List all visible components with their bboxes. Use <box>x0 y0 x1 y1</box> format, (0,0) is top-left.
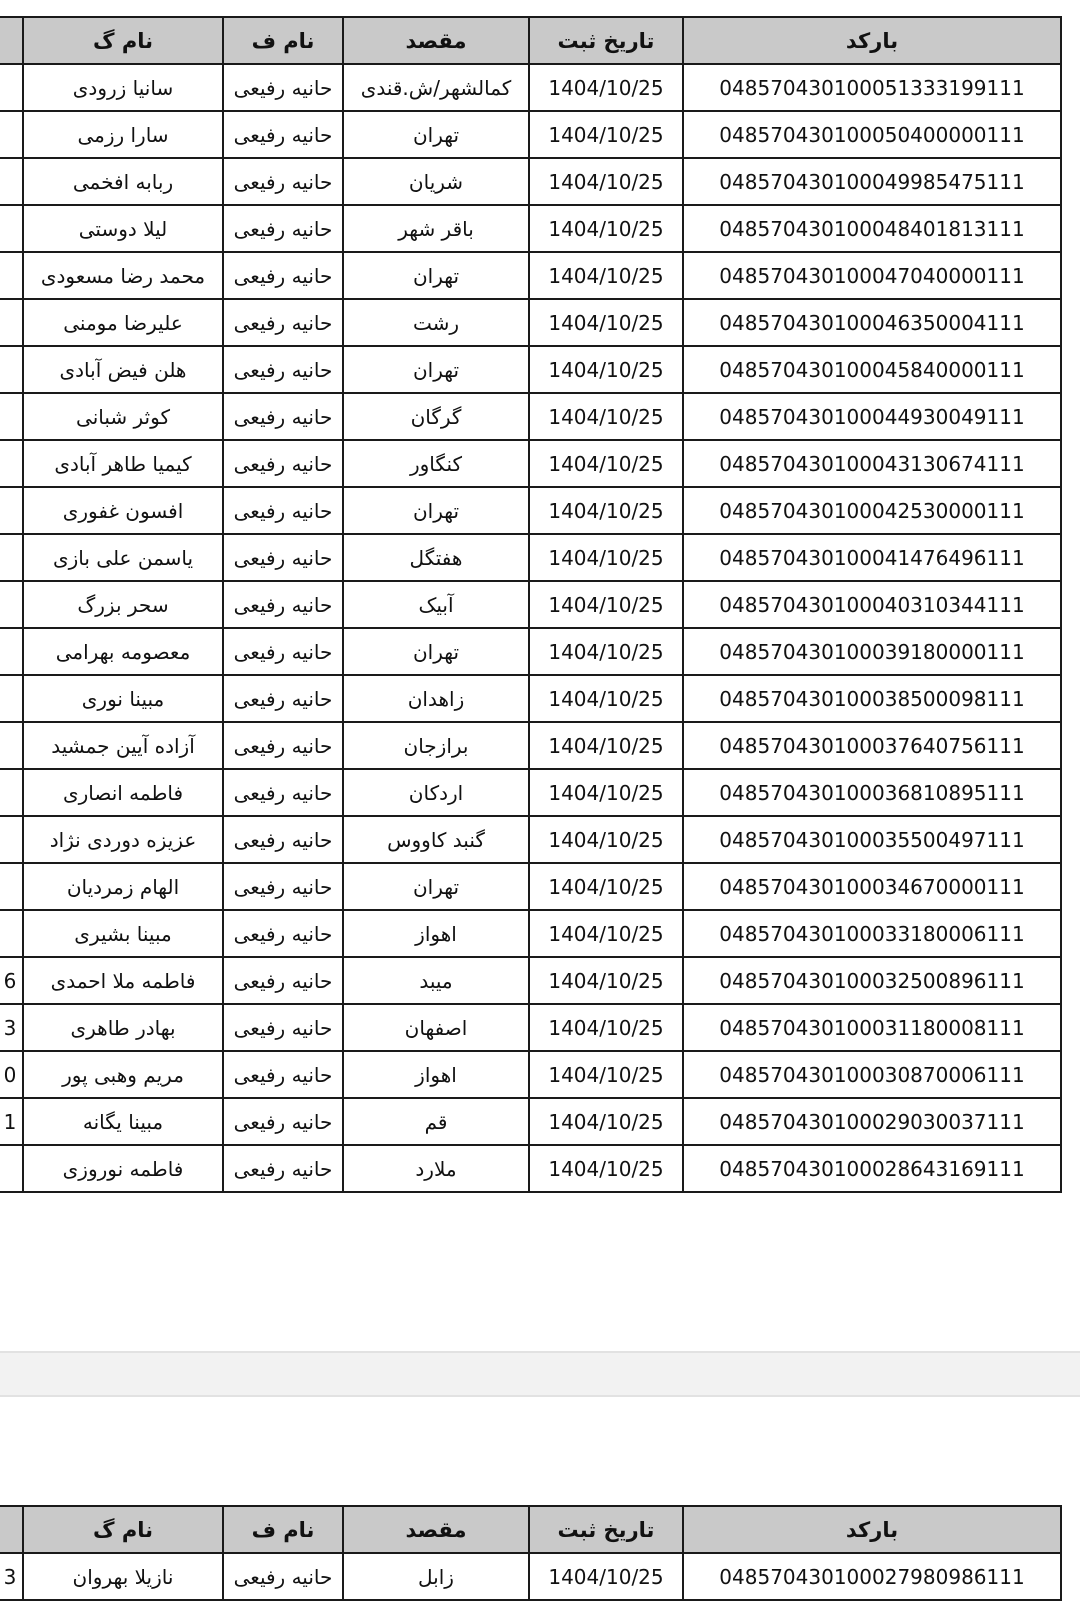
cell-destination: تهران <box>343 252 529 299</box>
cell-destination: اهواز <box>343 1051 529 1098</box>
cell-reg-date: 1404/10/25 <box>529 158 683 205</box>
cell-name-f: حانیه رفیعی <box>223 299 343 346</box>
cell-name-f: حانیه رفیعی <box>223 346 343 393</box>
cell-reg-date: 1404/10/25 <box>529 534 683 581</box>
header-reg-date: تاریخ ثبت <box>529 1506 683 1553</box>
table-row <box>0 675 1061 722</box>
cell-reg-date: 1404/10/25 <box>529 910 683 957</box>
cell-reg-date: 1404/10/25 <box>529 346 683 393</box>
cell-name-g: ربابه افخمی <box>23 158 223 205</box>
cell-destination: تهران <box>343 487 529 534</box>
cell-name-g: فاطمه انصاری <box>23 769 223 816</box>
edge-cell <box>0 111 23 158</box>
edge-cell <box>0 675 23 722</box>
cell-name-g: سارا رزمی <box>23 111 223 158</box>
cell-reg-date: 1404/10/25 <box>529 816 683 863</box>
edge-cell <box>0 346 23 393</box>
cell-reg-date: 1404/10/25 <box>529 628 683 675</box>
cell-barcode: 048570430100050400000111 <box>683 111 1061 158</box>
table-row <box>0 346 1061 393</box>
table-row <box>0 957 1061 1004</box>
cell-reg-date: 1404/10/25 <box>529 1051 683 1098</box>
edge-cell: 1 <box>0 1098 23 1145</box>
cell-destination: رشت <box>343 299 529 346</box>
edge-cell: 6 <box>0 957 23 1004</box>
cell-name-g: مبینا نوری <box>23 675 223 722</box>
cell-destination: شریان <box>343 158 529 205</box>
edge-cell <box>0 158 23 205</box>
cell-destination: اهواز <box>343 910 529 957</box>
cell-barcode: 048570430100042530000111 <box>683 487 1061 534</box>
cell-barcode: 048570430100039180000111 <box>683 628 1061 675</box>
cell-name-f: حانیه رفیعی <box>223 1145 343 1192</box>
cell-name-f: حانیه رفیعی <box>223 581 343 628</box>
cell-barcode: 048570430100038500098111 <box>683 675 1061 722</box>
cell-barcode: 048570430100036810895111 <box>683 769 1061 816</box>
cell-reg-date: 1404/10/25 <box>529 1004 683 1051</box>
table-row <box>0 816 1061 863</box>
cell-barcode: 048570430100041476496111 <box>683 534 1061 581</box>
edge-cell <box>0 440 23 487</box>
cell-destination: برازجان <box>343 722 529 769</box>
cell-barcode: 048570430100028643169111 <box>683 1145 1061 1192</box>
cell-name-f: حانیه رفیعی <box>223 487 343 534</box>
cell-name-f: حانیه رفیعی <box>223 628 343 675</box>
table-row <box>0 628 1061 675</box>
cell-name-g: معصومه بهرامی <box>23 628 223 675</box>
cell-barcode: 048570430100046350004111 <box>683 299 1061 346</box>
cell-barcode: 048570430100051333199111 <box>683 64 1061 111</box>
table-row <box>0 722 1061 769</box>
header-row <box>0 17 1061 64</box>
edge-cell <box>0 863 23 910</box>
table-row <box>0 1004 1061 1051</box>
edge-cell <box>0 769 23 816</box>
cell-destination: هفتگل <box>343 534 529 581</box>
cell-reg-date: 1404/10/25 <box>529 1145 683 1192</box>
cell-destination: ملارد <box>343 1145 529 1192</box>
cell-barcode: 048570430100034670000111 <box>683 863 1061 910</box>
cell-name-g: الهام زمردیان <box>23 863 223 910</box>
cell-destination: تهران <box>343 111 529 158</box>
header-row <box>0 1506 1061 1553</box>
edge-cell: 0 <box>0 1051 23 1098</box>
cell-name-g: مبینا یگانه <box>23 1098 223 1145</box>
cell-destination: کمالشهر/ش.قندی <box>343 64 529 111</box>
cell-reg-date: 1404/10/25 <box>529 1553 683 1600</box>
cell-barcode: 048570430100030870006111 <box>683 1051 1061 1098</box>
cell-destination: تهران <box>343 346 529 393</box>
cell-reg-date: 1404/10/25 <box>529 1098 683 1145</box>
cell-destination: تهران <box>343 628 529 675</box>
cell-reg-date: 1404/10/25 <box>529 863 683 910</box>
cell-destination: زابل <box>343 1553 529 1600</box>
edge-cell: 3 <box>0 1004 23 1051</box>
cell-name-f: حانیه رفیعی <box>223 816 343 863</box>
cell-barcode: 048570430100049985475111 <box>683 158 1061 205</box>
cell-name-f: حانیه رفیعی <box>223 205 343 252</box>
table-row <box>0 111 1061 158</box>
cell-name-f: حانیه رفیعی <box>223 158 343 205</box>
cell-name-g: کیمیا طاهر آبادی <box>23 440 223 487</box>
cell-name-g: عزیزه دوردی نژاد <box>23 816 223 863</box>
cell-barcode: 048570430100037640756111 <box>683 722 1061 769</box>
table-row <box>0 252 1061 299</box>
table-row <box>0 910 1061 957</box>
header-edge-cell <box>0 1506 23 1553</box>
table-row <box>0 205 1061 252</box>
cell-reg-date: 1404/10/25 <box>529 393 683 440</box>
cell-name-g: مریم وهبی پور <box>23 1051 223 1098</box>
cell-name-g: فاطمه نوروزی <box>23 1145 223 1192</box>
cell-barcode: 048570430100044930049111 <box>683 393 1061 440</box>
cell-name-g: سحر بزرگ <box>23 581 223 628</box>
cell-name-f: حانیه رفیعی <box>223 111 343 158</box>
header-reg-date: تاریخ ثبت <box>529 17 683 64</box>
cell-reg-date: 1404/10/25 <box>529 111 683 158</box>
header-edge-cell <box>0 17 23 64</box>
cell-name-g: علیرضا مومنی <box>23 299 223 346</box>
cell-name-g: بهادر طاهری <box>23 1004 223 1051</box>
cell-name-f: حانیه رفیعی <box>223 863 343 910</box>
cell-name-g: لیلا دوستی <box>23 205 223 252</box>
header-barcode: بارکد <box>683 1506 1061 1553</box>
header-name-g: نام گ <box>23 1506 223 1553</box>
cell-reg-date: 1404/10/25 <box>529 581 683 628</box>
table-row <box>0 1145 1061 1192</box>
cell-name-g: افسون غفوری <box>23 487 223 534</box>
cell-barcode: 048570430100031180008111 <box>683 1004 1061 1051</box>
cell-destination: گرگان <box>343 393 529 440</box>
edge-cell <box>0 299 23 346</box>
cell-name-g: فاطمه ملا احمدی <box>23 957 223 1004</box>
cell-destination: گنبد کاووس <box>343 816 529 863</box>
cell-barcode: 048570430100048401813111 <box>683 205 1061 252</box>
cell-name-f: حانیه رفیعی <box>223 957 343 1004</box>
cell-reg-date: 1404/10/25 <box>529 440 683 487</box>
table-row <box>0 158 1061 205</box>
cell-reg-date: 1404/10/25 <box>529 252 683 299</box>
cell-name-f: حانیه رفیعی <box>223 722 343 769</box>
edge-cell <box>0 910 23 957</box>
table-row <box>0 769 1061 816</box>
cell-name-g: آزاده آیین جمشید <box>23 722 223 769</box>
cell-name-f: حانیه رفیعی <box>223 1553 343 1600</box>
header-name-g: نام گ <box>23 17 223 64</box>
cell-name-g: کوثر شبانی <box>23 393 223 440</box>
cell-reg-date: 1404/10/25 <box>529 205 683 252</box>
cell-reg-date: 1404/10/25 <box>529 675 683 722</box>
table-row <box>0 1098 1061 1145</box>
edge-cell <box>0 205 23 252</box>
cell-name-g: نازیلا بهروان <box>23 1553 223 1600</box>
header-destination: مقصد <box>343 1506 529 1553</box>
header-name-f: نام ف <box>223 17 343 64</box>
cell-barcode: 048570430100043130674111 <box>683 440 1061 487</box>
cell-reg-date: 1404/10/25 <box>529 299 683 346</box>
cell-name-f: حانیه رفیعی <box>223 675 343 722</box>
cell-destination: تهران <box>343 863 529 910</box>
cell-name-f: حانیه رفیعی <box>223 64 343 111</box>
cell-barcode: 048570430100033180006111 <box>683 910 1061 957</box>
cell-destination: باقر شهر <box>343 205 529 252</box>
table-row <box>0 299 1061 346</box>
edge-cell <box>0 534 23 581</box>
table-row <box>0 393 1061 440</box>
cell-destination: اردکان <box>343 769 529 816</box>
cell-name-f: حانیه رفیعی <box>223 440 343 487</box>
cell-barcode: 048570430100040310344111 <box>683 581 1061 628</box>
cell-name-f: حانیه رفیعی <box>223 1098 343 1145</box>
cell-destination: میبد <box>343 957 529 1004</box>
cell-name-g: یاسمن علی بازی <box>23 534 223 581</box>
cell-barcode: 048570430100045840000111 <box>683 346 1061 393</box>
edge-cell <box>0 1145 23 1192</box>
page-separator-bar <box>0 1351 1080 1397</box>
cell-destination: زاهدان <box>343 675 529 722</box>
edge-cell <box>0 581 23 628</box>
cell-destination: اصفهان <box>343 1004 529 1051</box>
cell-reg-date: 1404/10/25 <box>529 722 683 769</box>
cell-barcode: 048570430100035500497111 <box>683 816 1061 863</box>
edge-cell <box>0 722 23 769</box>
cell-name-f: حانیه رفیعی <box>223 534 343 581</box>
table-row <box>0 534 1061 581</box>
cell-barcode: 048570430100027980986111 <box>683 1553 1061 1600</box>
table-row <box>0 1051 1061 1098</box>
cell-barcode: 048570430100029030037111 <box>683 1098 1061 1145</box>
cell-name-g: سانیا زرودی <box>23 64 223 111</box>
shipments-table-2 <box>0 1505 1062 1601</box>
table-row <box>0 863 1061 910</box>
cell-name-g: مبینا بشیری <box>23 910 223 957</box>
cell-reg-date: 1404/10/25 <box>529 487 683 534</box>
cell-name-g: هلن فیض آبادی <box>23 346 223 393</box>
edge-cell <box>0 487 23 534</box>
table-row <box>0 1553 1061 1600</box>
cell-barcode: 048570430100032500896111 <box>683 957 1061 1004</box>
cell-name-f: حانیه رفیعی <box>223 1051 343 1098</box>
header-destination: مقصد <box>343 17 529 64</box>
shipments-table-1 <box>0 16 1062 1193</box>
cell-name-f: حانیه رفیعی <box>223 910 343 957</box>
cell-name-f: حانیه رفیعی <box>223 769 343 816</box>
cell-destination: کنگاور <box>343 440 529 487</box>
cell-reg-date: 1404/10/25 <box>529 769 683 816</box>
cell-reg-date: 1404/10/25 <box>529 957 683 1004</box>
cell-name-f: حانیه رفیعی <box>223 252 343 299</box>
header-name-f: نام ف <box>223 1506 343 1553</box>
table-row <box>0 487 1061 534</box>
table-row <box>0 64 1061 111</box>
edge-cell <box>0 64 23 111</box>
table-row <box>0 440 1061 487</box>
edge-cell: 3 <box>0 1553 23 1600</box>
cell-destination: قم <box>343 1098 529 1145</box>
edge-cell <box>0 393 23 440</box>
cell-destination: آبیک <box>343 581 529 628</box>
cell-name-f: حانیه رفیعی <box>223 1004 343 1051</box>
cell-name-g: محمد رضا مسعودی <box>23 252 223 299</box>
table-row <box>0 581 1061 628</box>
edge-cell <box>0 628 23 675</box>
edge-cell <box>0 252 23 299</box>
edge-cell <box>0 816 23 863</box>
cell-reg-date: 1404/10/25 <box>529 64 683 111</box>
cell-barcode: 048570430100047040000111 <box>683 252 1061 299</box>
header-barcode: بارکد <box>683 17 1061 64</box>
cell-name-f: حانیه رفیعی <box>223 393 343 440</box>
